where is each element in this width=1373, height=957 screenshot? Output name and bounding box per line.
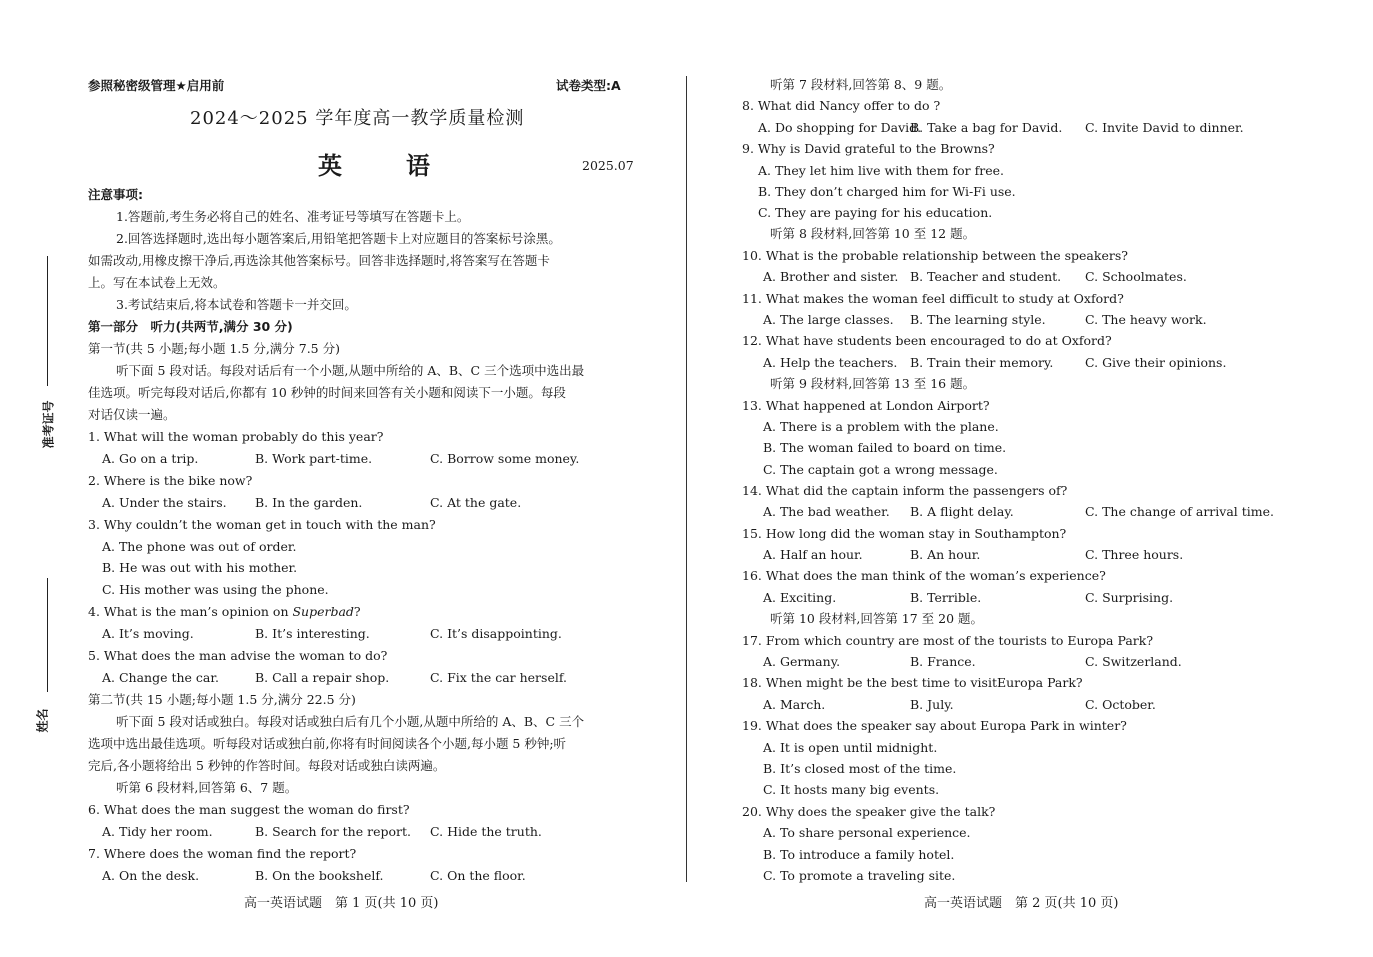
option: A. It is open until midnight. bbox=[763, 740, 938, 755]
subject-title: 英 语 bbox=[318, 152, 450, 180]
question-3: 3. Why couldn’t the woman get in touch with the man? bbox=[88, 517, 436, 532]
notice-item: 1.答题前,考生务必将自己的姓名、准考证号等填写在答题卡上。 bbox=[116, 209, 470, 224]
section2-heading: 第二节(共 15 小题;每小题 1.5 分,满分 22.5 分) bbox=[88, 692, 356, 707]
option: C. It’s disappointing. bbox=[430, 626, 562, 641]
name-rule bbox=[47, 578, 48, 692]
option: B. Teacher and student. bbox=[910, 269, 1062, 284]
option: B. To introduce a family hotel. bbox=[763, 847, 955, 862]
question-20: 20. Why does the speaker give the talk? bbox=[742, 804, 996, 819]
question-17: 17. From which country are most of the tourists to Europa Park? bbox=[742, 633, 1154, 648]
option: B. On the bookshelf. bbox=[255, 868, 384, 883]
option: C. Surprising. bbox=[1085, 590, 1174, 605]
option: B. He was out with his mother. bbox=[102, 560, 298, 575]
option: B. An hour. bbox=[910, 547, 981, 562]
option: B. Take a bag for David. bbox=[910, 120, 1063, 135]
option: B. Search for the report. bbox=[255, 824, 411, 839]
option: C. Hide the truth. bbox=[430, 824, 542, 839]
question-18: 18. When might be the best time to visitEuropa Park? bbox=[742, 675, 1083, 690]
exam-title: 2024～2025 学年度高一教学质量检测 bbox=[190, 108, 525, 129]
option: B. A flight delay. bbox=[910, 504, 1014, 519]
question-10: 10. What is the probable relationship between the speakers? bbox=[742, 248, 1128, 263]
notice-item: 3.考试结束后,将本试卷和答题卡一并交回。 bbox=[116, 297, 357, 312]
option: C. The change of arrival time. bbox=[1085, 504, 1275, 519]
question-14: 14. What did the captain inform the passengers of? bbox=[742, 483, 1068, 498]
option: A. There is a problem with the plane. bbox=[763, 419, 999, 434]
question-15: 15. How long did the woman stay in Southampton? bbox=[742, 526, 1067, 541]
question-5: 5. What does the man advise the woman to do? bbox=[88, 648, 388, 663]
option: A. It’s moving. bbox=[102, 626, 194, 641]
option: C. Switzerland. bbox=[1085, 654, 1182, 669]
question-7: 7. Where does the woman find the report? bbox=[88, 846, 357, 861]
exam-id-label: 准考证号 bbox=[41, 400, 56, 449]
option: C. Give their opinions. bbox=[1085, 355, 1227, 370]
option: A. Help the teachers. bbox=[763, 355, 898, 370]
question-1: 1. What will the woman probably do this year? bbox=[88, 429, 384, 444]
option: C. Three hours. bbox=[1085, 547, 1184, 562]
option: B. July. bbox=[910, 697, 954, 712]
section2-instruction: 选项中选出最佳选项。听每段对话或独白前,你将有时间阅读各个小题,每小题 5 秒钟;听 bbox=[88, 736, 567, 751]
part1-heading: 第一部分 听力(共两节,满分 30 分) bbox=[88, 319, 293, 334]
option: A. Change the car. bbox=[102, 670, 219, 685]
material-8: 听第 8 段材料,回答第 10 至 12 题。 bbox=[770, 226, 976, 241]
option: B. It’s closed most of the time. bbox=[763, 761, 957, 776]
option: B. Call a repair shop. bbox=[255, 670, 390, 685]
option: C. Schoolmates. bbox=[1085, 269, 1187, 284]
option: C. His mother was using the phone. bbox=[102, 582, 329, 597]
section2-instruction: 完后,各小题将给出 5 秒钟的作答时间。每段对话或独白读两遍。 bbox=[88, 758, 446, 773]
question-6: 6. What does the man suggest the woman do first? bbox=[88, 802, 410, 817]
notice-item: 上。写在本试卷上无效。 bbox=[88, 275, 226, 290]
page-divider bbox=[686, 76, 687, 882]
material-7: 听第 7 段材料,回答第 8、9 题。 bbox=[770, 77, 952, 92]
option: C. The heavy work. bbox=[1085, 312, 1207, 327]
material-6: 听第 6 段材料,回答第 6、7 题。 bbox=[116, 780, 298, 795]
section1-heading: 第一节(共 5 小题;每小题 1.5 分,满分 7.5 分) bbox=[88, 341, 340, 356]
option: A. The large classes. bbox=[763, 312, 894, 327]
option: C. They are paying for his education. bbox=[758, 205, 993, 220]
name-label: 姓名 bbox=[35, 708, 50, 733]
question-13: 13. What happened at London Airport? bbox=[742, 398, 990, 413]
option: C. Fix the car herself. bbox=[430, 670, 567, 685]
option: B. The learning style. bbox=[910, 312, 1046, 327]
option: A. Brother and sister. bbox=[763, 269, 899, 284]
option: A. Tidy her room. bbox=[102, 824, 213, 839]
option: A. On the desk. bbox=[102, 868, 200, 883]
option: B. Terrible. bbox=[910, 590, 982, 605]
option: C. Invite David to dinner. bbox=[1085, 120, 1244, 135]
question-16: 16. What does the man think of the woman’s experience? bbox=[742, 568, 1106, 583]
option: C. The captain got a wrong message. bbox=[763, 462, 998, 477]
option: A. To share personal experience. bbox=[763, 825, 971, 840]
question-8: 8. What did Nancy offer to do ? bbox=[742, 98, 941, 113]
option: C. October. bbox=[1085, 697, 1156, 712]
option: B. In the garden. bbox=[255, 495, 363, 510]
question-2: 2. Where is the bike now? bbox=[88, 473, 253, 488]
option: B. It’s interesting. bbox=[255, 626, 370, 641]
question-19: 19. What does the speaker say about Europa Park in winter? bbox=[742, 718, 1127, 733]
option: A. The phone was out of order. bbox=[102, 539, 297, 554]
notice-heading: 注意事项: bbox=[88, 187, 143, 202]
option: C. It hosts many big events. bbox=[763, 782, 940, 797]
option: A. The bad weather. bbox=[763, 504, 890, 519]
option: C. Borrow some money. bbox=[430, 451, 580, 466]
exam-date: 2025.07 bbox=[582, 158, 634, 173]
option: B. Work part-time. bbox=[255, 451, 373, 466]
paper-type: 试卷类型:A bbox=[556, 78, 621, 93]
option: A. March. bbox=[763, 697, 826, 712]
question-11: 11. What makes the woman feel difficult to study at Oxford? bbox=[742, 291, 1124, 306]
option: C. To promote a traveling site. bbox=[763, 868, 956, 883]
material-10: 听第 10 段材料,回答第 17 至 20 题。 bbox=[770, 611, 984, 626]
option: A. Half an hour. bbox=[763, 547, 863, 562]
option: A. Under the stairs. bbox=[102, 495, 227, 510]
section1-instruction: 听下面 5 段对话。每段对话后有一个小题,从题中所给的 A、B、C 三个选项中选出最 bbox=[116, 363, 585, 378]
option: B. They don’t charged him for Wi-Fi use. bbox=[758, 184, 1016, 199]
secret-label: 参照秘密级管理★启用前 bbox=[88, 78, 225, 93]
option: A. Go on a trip. bbox=[102, 451, 199, 466]
option: A. Do shopping for David. bbox=[758, 120, 922, 135]
question-9: 9. Why is David grateful to the Browns? bbox=[742, 141, 995, 156]
page1-footer: 高一英语试题 第 1 页(共 10 页) bbox=[244, 896, 439, 911]
section1-instruction: 佳选项。听完每段对话后,你都有 10 秒钟的时间来回答有关小题和阅读下一小题。每段 bbox=[88, 385, 566, 400]
exam-id-rule bbox=[47, 256, 48, 386]
question-4: 4. What is the man’s opinion on Superbad? bbox=[88, 604, 361, 619]
notice-item: 如需改动,用橡皮擦干净后,再选涂其他答案标号。回答非选择题时,将答案写在答题卡 bbox=[88, 253, 550, 268]
notice-item: 2.回答选择题时,选出每小题答案后,用铅笔把答题卡上对应题目的答案标号涂黑。 bbox=[116, 231, 561, 246]
section1-instruction: 对话仅读一遍。 bbox=[88, 407, 176, 422]
option: A. Exciting. bbox=[763, 590, 837, 605]
option: B. Train their memory. bbox=[910, 355, 1054, 370]
option: A. They let him live with them for free. bbox=[758, 163, 1005, 178]
option: B. France. bbox=[910, 654, 976, 669]
option: B. The woman failed to board on time. bbox=[763, 440, 1007, 455]
question-12: 12. What have students been encouraged to do at Oxford? bbox=[742, 333, 1112, 348]
option: C. At the gate. bbox=[430, 495, 522, 510]
material-9: 听第 9 段材料,回答第 13 至 16 题。 bbox=[770, 376, 976, 391]
page2-footer: 高一英语试题 第 2 页(共 10 页) bbox=[924, 896, 1119, 911]
section2-instruction: 听下面 5 段对话或独白。每段对话或独白后有几个小题,从题中所给的 A、B、C 三个 bbox=[116, 714, 585, 729]
option: C. On the floor. bbox=[430, 868, 526, 883]
option: A. Germany. bbox=[763, 654, 841, 669]
